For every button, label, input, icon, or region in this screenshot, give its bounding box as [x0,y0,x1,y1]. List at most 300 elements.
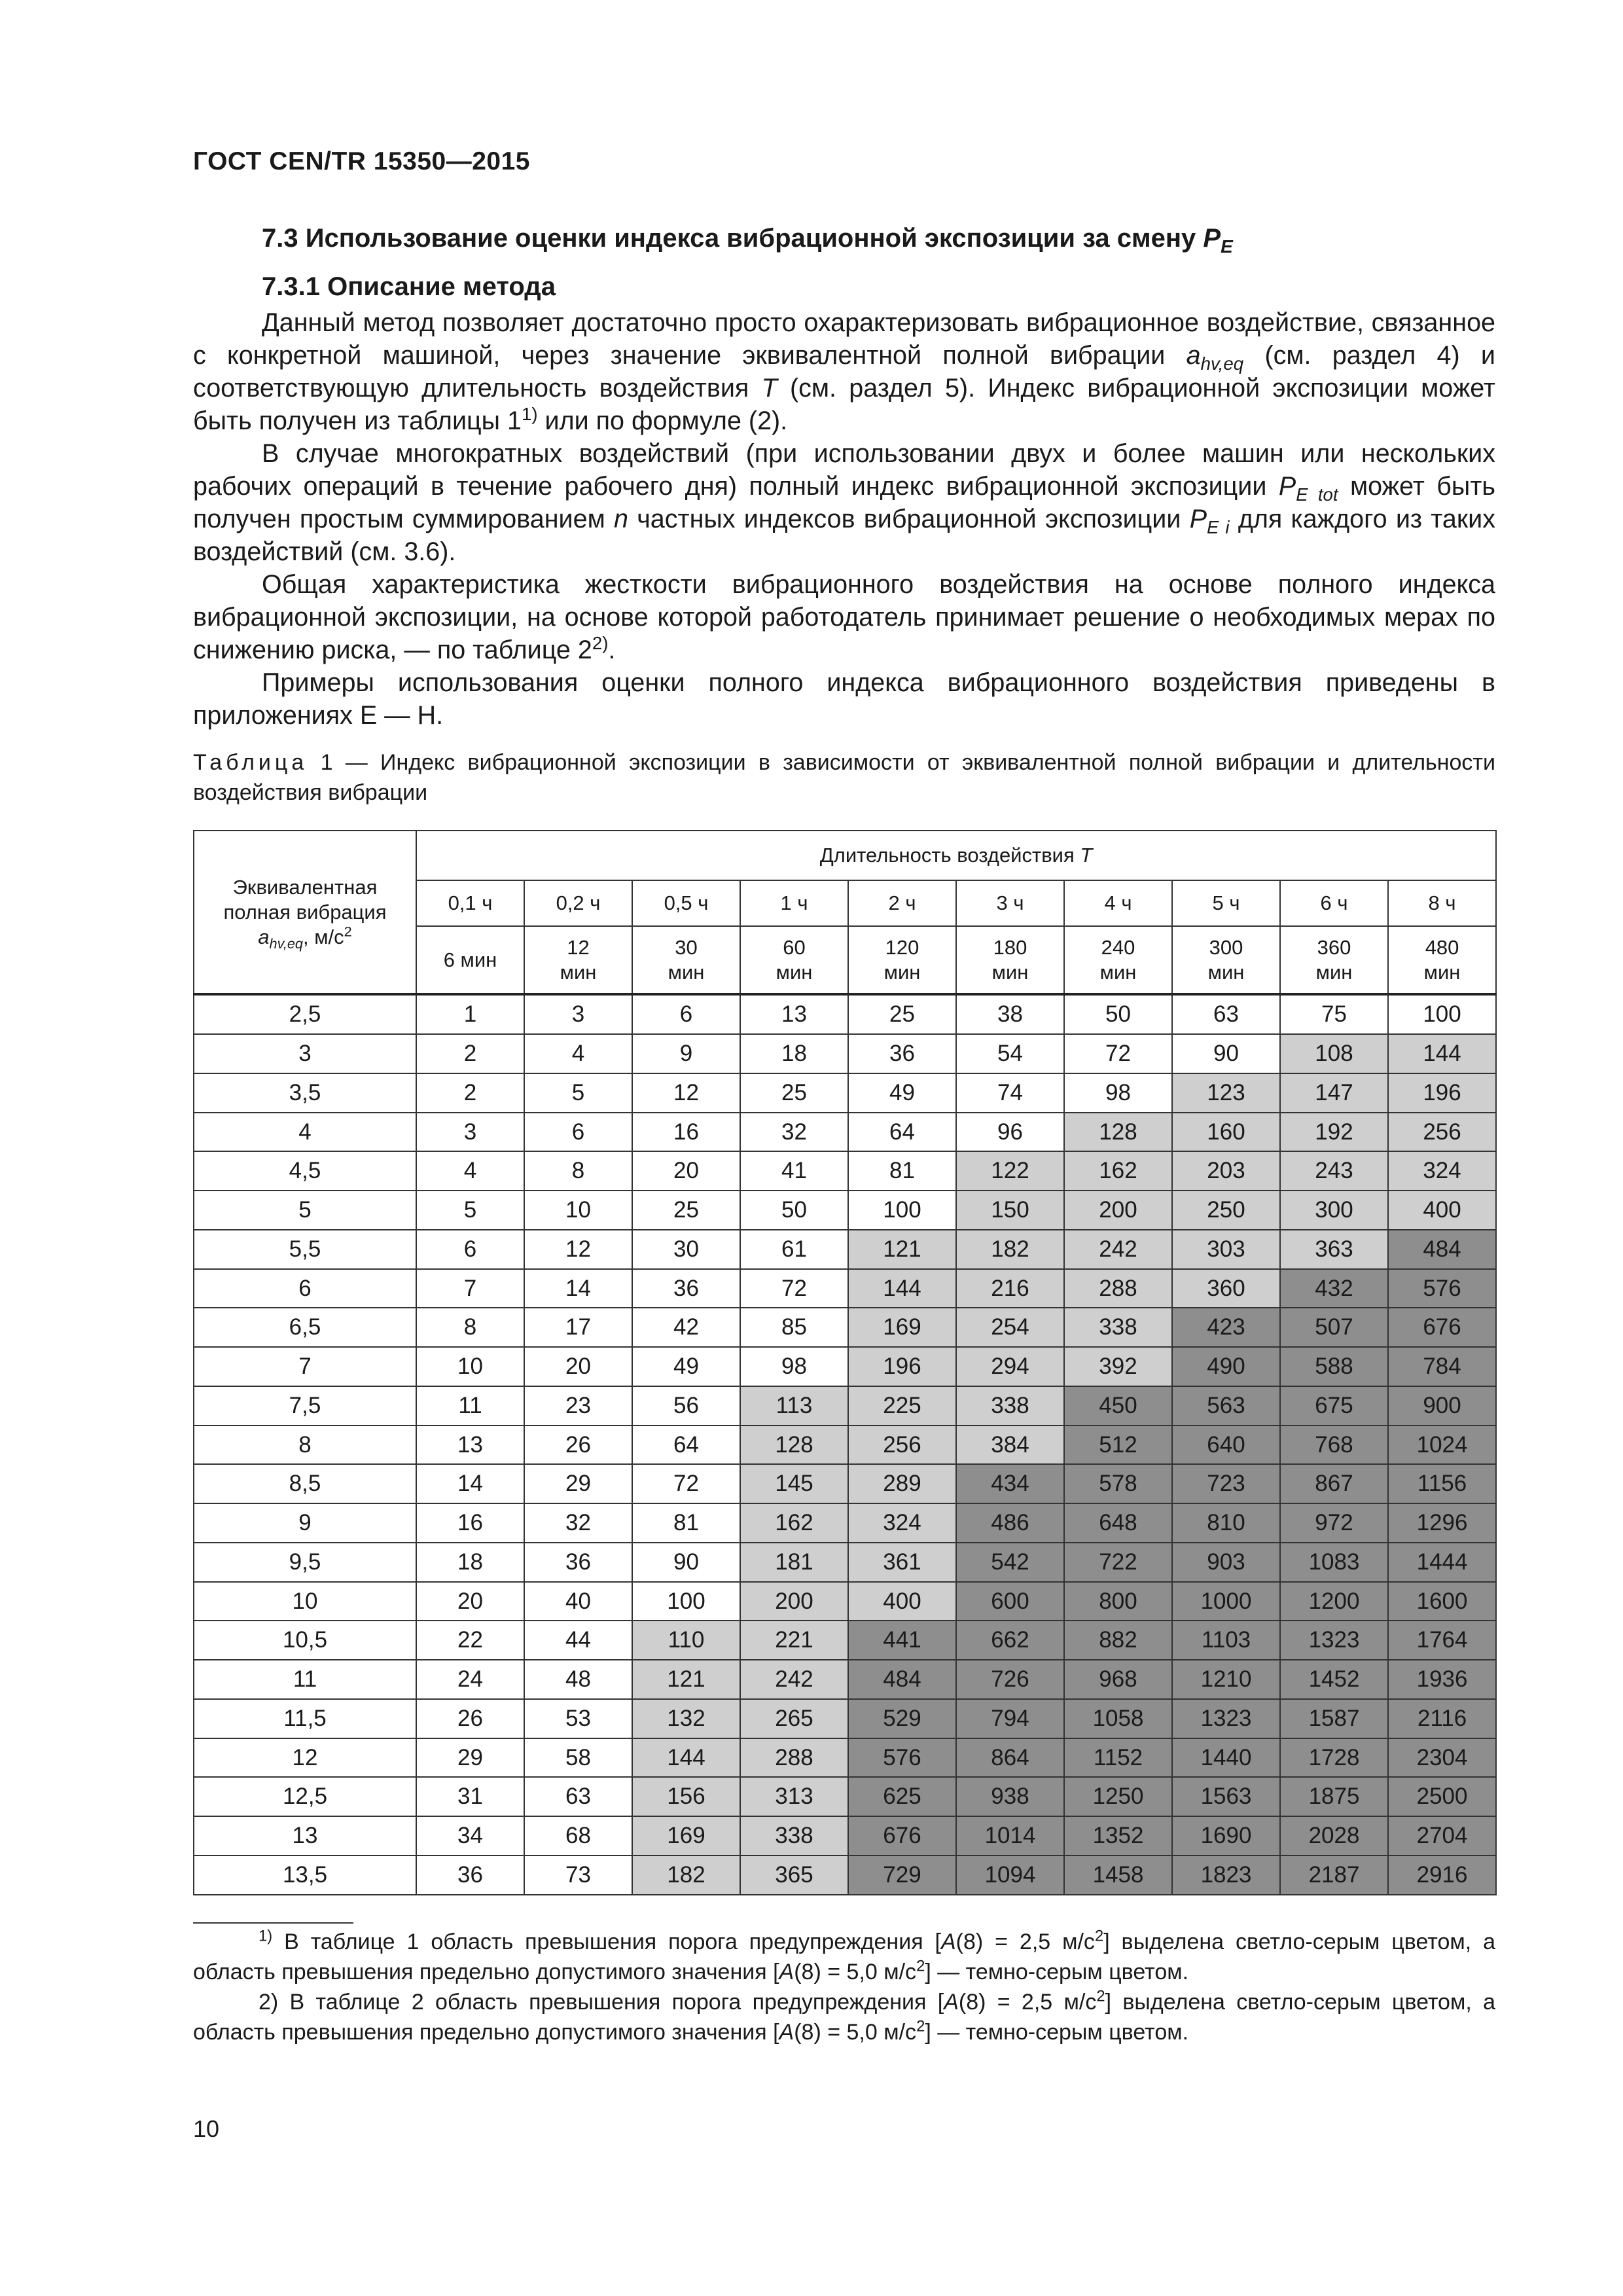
table-cell: 182 [956,1230,1064,1269]
table-cell: 108 [1280,1034,1388,1073]
row-header-vibration: 8,5 [194,1464,416,1503]
table-cell: 7 [416,1269,524,1308]
table-cell: 100 [1388,994,1496,1034]
table-cell: 85 [740,1308,848,1347]
row-header-vibration: 11 [194,1660,416,1699]
table-cell: 72 [632,1464,740,1503]
table-cell: 576 [848,1738,956,1778]
table-cell: 61 [740,1230,848,1269]
table-cell: 938 [956,1777,1064,1816]
table-row [194,1464,1496,1503]
column-header-hours: 0,5 ч [632,880,740,926]
table-cell: 54 [956,1034,1064,1073]
table-cell: 98 [740,1347,848,1386]
table-cell: 434 [956,1464,1064,1503]
column-header-vibration: Эквивалентная полная вибрация $a_{hv,eq}$, $м/с^2$ [194,831,416,994]
table-cell: 3 [416,1113,524,1152]
table-cell: 2304 [1388,1738,1496,1778]
table-cell: 486 [956,1503,1064,1543]
table-cell: 1352 [1064,1816,1172,1856]
table-cell: 242 [1064,1230,1172,1269]
table-cell: 1563 [1172,1777,1280,1816]
table-cell: 563 [1172,1386,1280,1426]
table-cell: 169 [632,1816,740,1856]
table-cell: 144 [632,1738,740,1778]
table-cell: 1152 [1064,1738,1172,1778]
table-cell: 72 [1064,1034,1172,1073]
table-cell: 2116 [1388,1699,1496,1738]
table-cell: 90 [1172,1034,1280,1073]
table-cell: 196 [1388,1073,1496,1113]
table-cell: 13 [416,1426,524,1465]
table-cell: 12 [524,1230,632,1269]
table-cell: 24 [416,1660,524,1699]
table-cell: 1444 [1388,1543,1496,1582]
table-cell: 74 [956,1073,1064,1113]
table-caption: Таблица 1 — Индекс вибрационной экспозиции в зависимости от эквивалентной полной вибрации и длительности воздействия вибрации [193,750,1495,805]
column-header-hours: 0,1 ч [416,880,524,926]
column-header-minutes: 180 мин [956,926,1064,994]
table-cell: 2704 [1388,1816,1496,1856]
table-cell: 98 [1064,1073,1172,1113]
table-cell: 729 [848,1856,956,1895]
subsection-title: 7.3.1 Описание метода [262,272,556,301]
row-header-vibration: 4 [194,1113,416,1152]
table-cell: 1094 [956,1856,1064,1895]
table-cell: 90 [632,1543,740,1582]
table-cell: 2500 [1388,1777,1496,1816]
table-cell: 324 [1388,1151,1496,1191]
table-cell: 800 [1064,1582,1172,1621]
table-cell: 810 [1172,1503,1280,1543]
table-cell: 50 [1064,994,1172,1034]
table-cell: 14 [416,1464,524,1503]
table-cell: 450 [1064,1386,1172,1426]
table-cell: 265 [740,1699,848,1738]
table-cell: 400 [1388,1191,1496,1230]
table-cell: 17 [524,1308,632,1347]
row-header-vibration: 12,5 [194,1777,416,1816]
table-cell: 34 [416,1816,524,1856]
table-row [194,1777,1496,1816]
column-header-minutes: 120 мин [848,926,956,994]
table-cell: 20 [632,1151,740,1191]
table-row [194,1151,1496,1191]
table-cell: 162 [740,1503,848,1543]
document-header: ГОСТ CEN/TR 15350—2015 [193,147,530,175]
table-cell: 400 [848,1582,956,1621]
table-cell: 542 [956,1543,1064,1582]
table-cell: 1764 [1388,1621,1496,1660]
table-cell: 578 [1064,1464,1172,1503]
table-cell: 6 [632,994,740,1034]
table-cell: 2 [416,1034,524,1073]
table-row [194,994,1496,1034]
row-header-vibration: 13 [194,1816,416,1856]
table-cell: 150 [956,1191,1064,1230]
table-cell: 900 [1388,1386,1496,1426]
column-header-hours: 8 ч [1388,880,1496,926]
table-cell: 53 [524,1699,632,1738]
table-cell: 662 [956,1621,1064,1660]
table-cell: 1296 [1388,1503,1496,1543]
table-cell: 1600 [1388,1582,1496,1621]
table-cell: 160 [1172,1113,1280,1152]
table-cell: 36 [632,1269,740,1308]
table-cell: 5 [416,1191,524,1230]
table-cell: 31 [416,1777,524,1816]
table-cell: 640 [1172,1426,1280,1465]
table-cell: 507 [1280,1308,1388,1347]
table-cell: 363 [1280,1230,1388,1269]
table-cell: 29 [524,1464,632,1503]
table-cell: 256 [1388,1113,1496,1152]
table-cell: 110 [632,1621,740,1660]
table-cell: 145 [740,1464,848,1503]
table-cell: 338 [956,1386,1064,1426]
table-cell: 294 [956,1347,1064,1386]
column-header-minutes: 300 мин [1172,926,1280,994]
footnote-1: $^{1)}$ В таблице 1 область превышения порога предупреждения [A(8) = 2,5 $м/с^2$] выделена светло-серым цветом, а область превышения предельно допустимого значения [A(8) = 5,0 $м/с^2$] — темно-серым цветом. [193,1927,1496,1984]
table-row [194,1660,1496,1699]
table-cell: 221 [740,1621,848,1660]
footnote-2: 2) В таблице 2 область превышения порога предупреждения [A(8) = 2,5 $м/с^2$] выделена светло-серым цветом, а область превышения предельно допустимого значения [A(8) = 5,0 $м/с^2$] — темно-серым цветом. [193,1987,1495,2045]
table-cell: 1690 [1172,1816,1280,1856]
table-cell: 162 [1064,1151,1172,1191]
row-header-vibration: 13,5 [194,1856,416,1895]
table-cell: 512 [1064,1426,1172,1465]
table-cell: 41 [740,1151,848,1191]
footnotes [193,1927,1495,2047]
table-cell: 169 [848,1308,956,1347]
paragraph-3: Общая характеристика жесткости вибрационного воздействия на основе полного индекса вибрационной экспозиции, на основе которой работодатель принимает решение о необходимых мерах по снижению риска, — по таблице 2$^{2)}$. [193,570,1495,664]
table-cell: 8 [524,1151,632,1191]
table-cell: 16 [632,1113,740,1152]
table-row [194,1582,1496,1621]
table-cell: 123 [1172,1073,1280,1113]
row-header-vibration: 5,5 [194,1230,416,1269]
table-row [194,1191,1496,1230]
table-cell: 675 [1280,1386,1388,1426]
table-cell: 3 [524,994,632,1034]
table-row [194,1543,1496,1582]
table-cell: 81 [632,1503,740,1543]
table-cell: 243 [1280,1151,1388,1191]
table-cell: 9 [632,1034,740,1073]
table-row [194,1699,1496,1738]
table-cell: 32 [524,1503,632,1543]
table-row [194,1503,1496,1543]
table-cell: 26 [416,1699,524,1738]
row-header-vibration: 6,5 [194,1308,416,1347]
table-cell: 300 [1280,1191,1388,1230]
table-cell: 882 [1064,1621,1172,1660]
table-cell: 50 [740,1191,848,1230]
table-cell: 1200 [1280,1582,1388,1621]
table-cell: 13 [740,994,848,1034]
table-cell: 600 [956,1582,1064,1621]
table-cell: 432 [1280,1269,1388,1308]
table-cell: 338 [740,1816,848,1856]
table-cell: 64 [848,1113,956,1152]
table-cell: 4 [416,1151,524,1191]
table-cell: 36 [848,1034,956,1073]
table-cell: 1823 [1172,1856,1280,1895]
row-header-vibration: 10,5 [194,1621,416,1660]
table-cell: 365 [740,1856,848,1895]
table-cell: 121 [848,1230,956,1269]
column-header-hours: 6 ч [1280,880,1388,926]
table-cell: 42 [632,1308,740,1347]
table-cell: 1323 [1172,1699,1280,1738]
table-cell: 72 [740,1269,848,1308]
table-row [194,1034,1496,1073]
row-header-vibration: 9 [194,1503,416,1543]
table-cell: 288 [740,1738,848,1778]
table-row [194,1816,1496,1856]
table-cell: 144 [1388,1034,1496,1073]
table-cell: 1728 [1280,1738,1388,1778]
table-cell: 100 [848,1191,956,1230]
table-row [194,1113,1496,1152]
table-cell: 484 [1388,1230,1496,1269]
table-cell: 25 [632,1191,740,1230]
table-cell: 722 [1064,1543,1172,1582]
table-cell: 1 [416,994,524,1034]
table-row [194,1856,1496,1895]
table-cell: 36 [416,1856,524,1895]
table-cell: 128 [1064,1113,1172,1152]
table-cell: 25 [848,994,956,1034]
row-header-vibration: 7,5 [194,1386,416,1426]
table-cell: 113 [740,1386,848,1426]
column-header-minutes: 240 мин [1064,926,1172,994]
table-cell: 216 [956,1269,1064,1308]
table-cell: 1250 [1064,1777,1172,1816]
table-cell: 490 [1172,1347,1280,1386]
row-header-vibration: 3 [194,1034,416,1073]
table-cell: 147 [1280,1073,1388,1113]
paragraph-1: Данный метод позволяет достаточно просто охарактеризовать вибрационное воздействие, связанное с конкретной машиной, через значение эквивалентной полной вибрации $a_{hv,eq}$ (см. раздел 4) и соответствующую длительность воздействия T (см. раздел 5). Индекс вибрационной экспозиции может быть получен из таблицы 1$^{1)}$ или по формуле (2). [193,308,1495,435]
table-cell: 338 [1064,1308,1172,1347]
table-cell: 36 [524,1543,632,1582]
table-cell: 44 [524,1621,632,1660]
table-cell: 18 [740,1034,848,1073]
body-text [193,306,1495,732]
table-cell: 726 [956,1660,1064,1699]
table-cell: 784 [1388,1347,1496,1386]
table-cell: 200 [740,1582,848,1621]
table-cell: 625 [848,1777,956,1816]
table-cell: 225 [848,1386,956,1426]
column-header-hours: 2 ч [848,880,956,926]
column-header-hours: 4 ч [1064,880,1172,926]
column-header-minutes: 30 мин [632,926,740,994]
table-cell: 303 [1172,1230,1280,1269]
table-cell: 11 [416,1386,524,1426]
table-cell: 768 [1280,1426,1388,1465]
table-cell: 289 [848,1464,956,1503]
table-cell: 1156 [1388,1464,1496,1503]
table-cell: 26 [524,1426,632,1465]
table-cell: 81 [848,1151,956,1191]
section-title: 7.3 Использование оценки индекса вибрационной экспозиции за смену $P_E$ [262,224,1233,257]
row-header-vibration: 12 [194,1738,416,1778]
row-header-vibration: 4,5 [194,1151,416,1191]
table-cell: 972 [1280,1503,1388,1543]
table-cell: 5 [524,1073,632,1113]
table-cell: 1936 [1388,1660,1496,1699]
table-row [194,1426,1496,1465]
table-cell: 1058 [1064,1699,1172,1738]
paragraph-2: В случае многократных воздействий (при использовании двух и более машин или нескольких рабочих операций в течение рабочего дня) полный индекс вибрационной экспозиции $P_{E tot}$ может быть получен простым суммированием n частных индексов вибрационной экспозиции $P_{E i}$ для каждого из таких воздействий (см. 3.6). [193,439,1495,566]
table-cell: 181 [740,1543,848,1582]
footnote-separator [193,1922,353,1924]
table-cell: 32 [740,1113,848,1152]
table-cell: 903 [1172,1543,1280,1582]
row-header-vibration: 9,5 [194,1543,416,1582]
table-cell: 58 [524,1738,632,1778]
table-cell: 192 [1280,1113,1388,1152]
table-cell: 384 [956,1426,1064,1465]
table-cell: 144 [848,1269,956,1308]
table-cell: 23 [524,1386,632,1426]
table-cell: 40 [524,1582,632,1621]
table-cell: 1458 [1064,1856,1172,1895]
table-cell: 1452 [1280,1660,1388,1699]
row-header-vibration: 11,5 [194,1699,416,1738]
table-cell: 423 [1172,1308,1280,1347]
row-header-vibration: 7 [194,1347,416,1386]
table-cell: 128 [740,1426,848,1465]
table-cell: 288 [1064,1269,1172,1308]
table-cell: 30 [632,1230,740,1269]
table-row [194,1230,1496,1269]
column-header-minutes: 480 мин [1388,926,1496,994]
table-cell: 242 [740,1660,848,1699]
table-cell: 588 [1280,1347,1388,1386]
table-cell: 203 [1172,1151,1280,1191]
column-header-hours: 5 ч [1172,880,1280,926]
table-cell: 38 [956,994,1064,1034]
table-cell: 392 [1064,1347,1172,1386]
table-cell: 18 [416,1543,524,1582]
table-cell: 29 [416,1738,524,1778]
table-cell: 360 [1172,1269,1280,1308]
table-cell: 361 [848,1543,956,1582]
table-cell: 2187 [1280,1856,1388,1895]
row-header-vibration: 10 [194,1582,416,1621]
table-cell: 14 [524,1269,632,1308]
table-cell: 254 [956,1308,1064,1347]
table-cell: 864 [956,1738,1064,1778]
table-cell: 529 [848,1699,956,1738]
table-cell: 196 [848,1347,956,1386]
table-cell: 10 [524,1191,632,1230]
table-cell: 1587 [1280,1699,1388,1738]
table-row [194,1738,1496,1778]
table-cell: 1440 [1172,1738,1280,1778]
table-cell: 1210 [1172,1660,1280,1699]
row-header-vibration: 6 [194,1269,416,1308]
page-number: 10 [193,2115,220,2142]
table-cell: 96 [956,1113,1064,1152]
table-cell: 1083 [1280,1543,1388,1582]
column-header-hours: 0,2 ч [524,880,632,926]
row-header-vibration: 2,5 [194,994,416,1034]
table-cell: 313 [740,1777,848,1816]
table-cell: 441 [848,1621,956,1660]
table-row [194,1073,1496,1113]
table-cell: 867 [1280,1464,1388,1503]
table-cell: 2 [416,1073,524,1113]
table-cell: 73 [524,1856,632,1895]
table-cell: 156 [632,1777,740,1816]
table-cell: 6 [524,1113,632,1152]
row-header-vibration: 3,5 [194,1073,416,1113]
table-cell: 48 [524,1660,632,1699]
row-header-vibration: 8 [194,1426,416,1465]
table-cell: 2028 [1280,1816,1388,1856]
table-cell: 648 [1064,1503,1172,1543]
table-cell: 20 [524,1347,632,1386]
table-row [194,1308,1496,1347]
table-cell: 121 [632,1660,740,1699]
table-cell: 676 [1388,1308,1496,1347]
column-header-hours: 3 ч [956,880,1064,926]
table-cell: 4 [524,1034,632,1073]
column-header-minutes: 12 мин [524,926,632,994]
table-cell: 2916 [1388,1856,1496,1895]
table-cell: 8 [416,1308,524,1347]
table-cell: 250 [1172,1191,1280,1230]
table-cell: 63 [1172,994,1280,1034]
table-cell: 1875 [1280,1777,1388,1816]
table-cell: 22 [416,1621,524,1660]
table-cell: 68 [524,1816,632,1856]
table-cell: 12 [632,1073,740,1113]
table-row [194,1269,1496,1308]
column-header-hours: 1 ч [740,880,848,926]
table-cell: 49 [848,1073,956,1113]
column-header-minutes: 6 мин [416,926,524,994]
table-row [194,1621,1496,1660]
table-cell: 1103 [1172,1621,1280,1660]
table-cell: 122 [956,1151,1064,1191]
table-cell: 100 [632,1582,740,1621]
table-cell: 16 [416,1503,524,1543]
table-cell: 64 [632,1426,740,1465]
table-cell: 1014 [956,1816,1064,1856]
table-row [194,1347,1496,1386]
table-cell: 723 [1172,1464,1280,1503]
table-cell: 1000 [1172,1582,1280,1621]
paragraph-4: Примеры использования оценки полного индекса вибрационного воздействия приведены в приложениях Е — Н. [193,668,1495,730]
table-cell: 20 [416,1582,524,1621]
column-header-duration: Длительность воздействия T [416,831,1496,880]
table-row [194,1386,1496,1426]
table-cell: 1024 [1388,1426,1496,1465]
row-header-vibration: 5 [194,1191,416,1230]
table-cell: 256 [848,1426,956,1465]
table-cell: 75 [1280,994,1388,1034]
table-cell: 132 [632,1699,740,1738]
table-cell: 63 [524,1777,632,1816]
table-cell: 676 [848,1816,956,1856]
table-cell: 200 [1064,1191,1172,1230]
table-cell: 56 [632,1386,740,1426]
column-header-minutes: 60 мин [740,926,848,994]
